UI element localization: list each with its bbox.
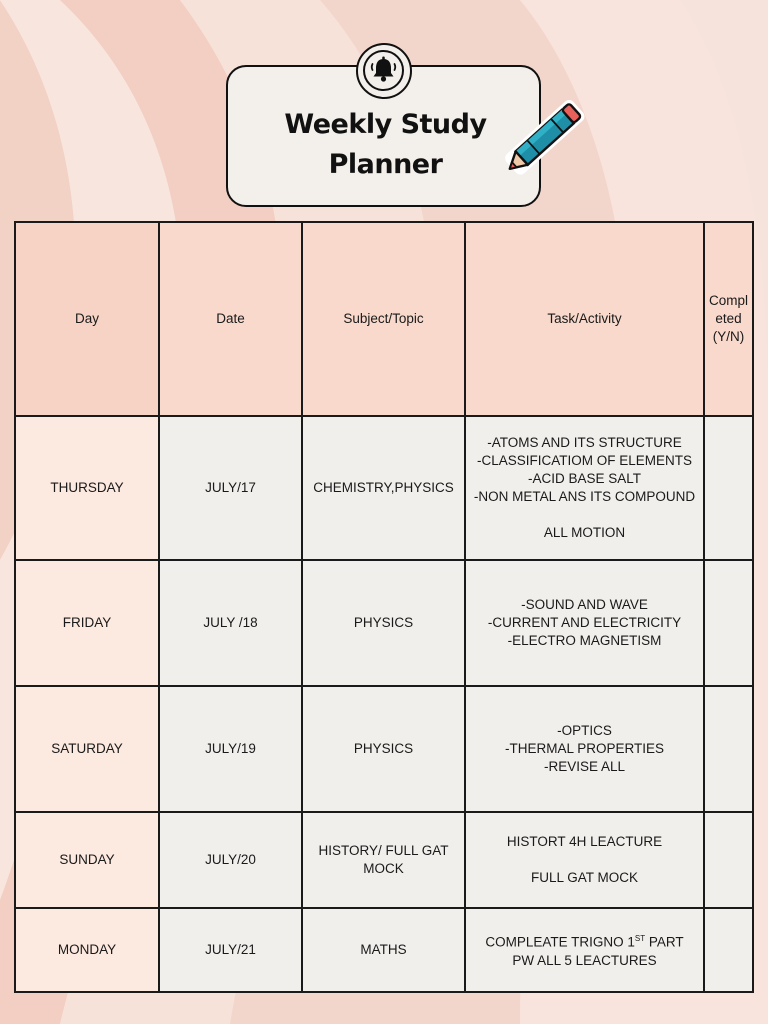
cell-task: -OPTICS -THERMAL PROPERTIES -REVISE ALL bbox=[465, 686, 704, 812]
table-row bbox=[15, 812, 753, 908]
cell-completed[interactable] bbox=[704, 560, 753, 686]
header-day: Day bbox=[15, 222, 159, 416]
task-text-end: PART PW ALL 5 LEACTURES bbox=[512, 934, 684, 968]
bell-badge bbox=[356, 43, 412, 99]
table-header-row bbox=[15, 222, 753, 416]
cell-task: -ATOMS AND ITS STRUCTURE -CLASSIFICATIOM OF ELEMENTS -ACID BASE SALT -NON METAL ANS ITS COMPOUND ALL MOTION bbox=[465, 416, 704, 560]
cell-task: -SOUND AND WAVE -CURRENT AND ELECTRICITY -ELECTRO MAGNETISM bbox=[465, 560, 704, 686]
title-line-1: Weekly Study bbox=[284, 109, 487, 140]
header-date: Date bbox=[159, 222, 302, 416]
table-row bbox=[15, 416, 753, 560]
cell-date: JULY/21 bbox=[159, 908, 302, 992]
header-task: Task/Activity bbox=[465, 222, 704, 416]
cell-day: MONDAY bbox=[15, 908, 159, 992]
cell-subject: CHEMISTRY,PHYSICS bbox=[302, 416, 465, 560]
crayon-icon bbox=[492, 88, 596, 188]
cell-date: JULY /18 bbox=[159, 560, 302, 686]
header-subject: Subject/Topic bbox=[302, 222, 465, 416]
cell-subject: MATHS bbox=[302, 908, 465, 992]
cell-day: THURSDAY bbox=[15, 416, 159, 560]
table-row bbox=[15, 686, 753, 812]
cell-task: HISTORT 4H LEACTURE FULL GAT MOCK bbox=[465, 812, 704, 908]
header-completed: Compl eted (Y/N) bbox=[704, 222, 753, 416]
cell-completed[interactable] bbox=[704, 416, 753, 560]
title-line-2: Planner bbox=[328, 149, 443, 180]
cell-subject: PHYSICS bbox=[302, 560, 465, 686]
cell-day: SATURDAY bbox=[15, 686, 159, 812]
cell-completed[interactable] bbox=[704, 812, 753, 908]
cell-day: SUNDAY bbox=[15, 812, 159, 908]
ordinal-suffix: ST bbox=[634, 934, 646, 944]
table-row bbox=[15, 908, 753, 992]
cell-completed[interactable] bbox=[704, 686, 753, 812]
cell-completed[interactable] bbox=[704, 908, 753, 992]
task-text-start: COMPLEATE TRIGNO 1 bbox=[485, 934, 635, 950]
table-row bbox=[15, 560, 753, 686]
cell-day: FRIDAY bbox=[15, 560, 159, 686]
cell-task bbox=[465, 908, 704, 992]
cell-date: JULY/17 bbox=[159, 416, 302, 560]
cell-subject: HISTORY/ FULL GAT MOCK bbox=[302, 812, 465, 908]
cell-subject: PHYSICS bbox=[302, 686, 465, 812]
cell-date: JULY/20 bbox=[159, 812, 302, 908]
cell-date: JULY/19 bbox=[159, 686, 302, 812]
bell-icon bbox=[363, 50, 404, 91]
study-planner-table bbox=[14, 221, 754, 993]
